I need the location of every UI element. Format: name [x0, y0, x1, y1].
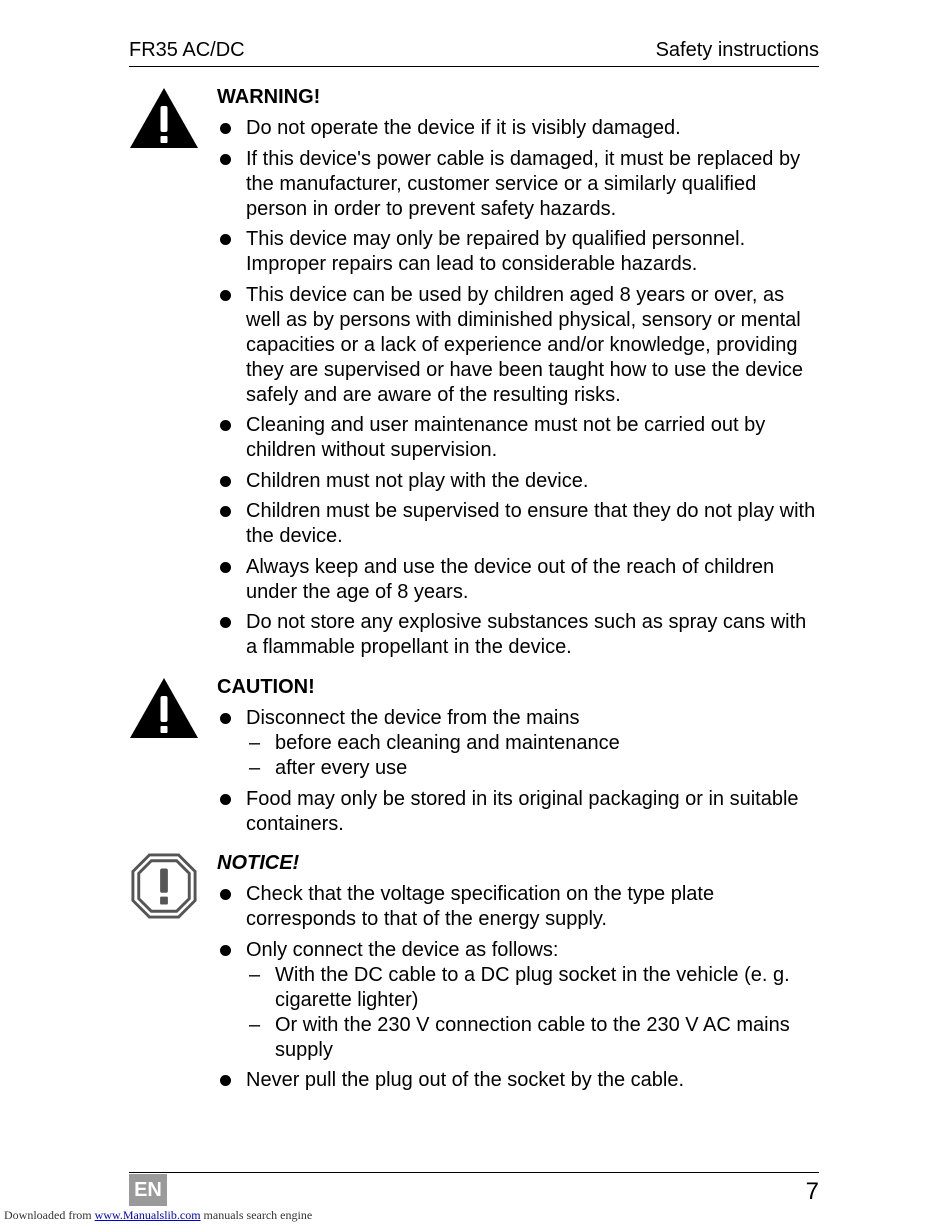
page-header [129, 38, 819, 67]
notice-octagon-icon [129, 852, 199, 920]
list-item-text: Only connect the device as follows: [246, 938, 559, 961]
download-note [4, 1208, 312, 1223]
caution-list [217, 706, 819, 837]
notice-content [217, 852, 819, 1099]
list-item [217, 147, 819, 222]
document-title: FR35 AC/DC [129, 39, 245, 61]
section-title: Safety instructions [655, 39, 819, 61]
sub-list [246, 963, 819, 1063]
footer-divider [129, 1172, 819, 1173]
sub-list [246, 731, 819, 781]
language-badge: EN [129, 1174, 167, 1206]
list-item-text: Do not operate the device if it is visibly damaged. [246, 117, 681, 139]
list-item-text: If this device's power cable is damaged, it must be replaced by the manufacturer, customer service or a similarly qualified person in order to prevent safety hazards. [246, 147, 801, 220]
manualslib-link[interactable]: www.Manualslib.com [94, 1208, 201, 1222]
sub-list-item: – after every use [246, 756, 819, 781]
list-item-text: Check that the voltage specification on the type plate corresponds to that of the energy supply. [246, 883, 715, 930]
sub-list-item: – With the DC cable to a DC plug socket in the vehicle (e. g. cigarette lighter) [246, 963, 819, 1013]
list-item-text: Never pull the plug out of the socket by the cable. [246, 1069, 685, 1091]
caution-triangle-icon [129, 676, 199, 740]
list-item [217, 882, 819, 932]
list-item-text: This device may only be repaired by qualified personnel. Improper repairs can lead to considerable hazards. [246, 228, 746, 275]
list-item-text: Always keep and use the device out of the reach of children under the age of 8 years. [246, 555, 775, 603]
list-item-text: Cleaning and user maintenance must not be carried out by children without supervision. [246, 414, 766, 461]
list-item [217, 787, 819, 837]
list-item-text: Disconnect the device from the mains [246, 707, 580, 729]
warning-triangle-icon [129, 86, 199, 150]
page-number: 7 [805, 1178, 819, 1205]
list-item [217, 413, 819, 463]
list-item [217, 283, 819, 408]
list-item [217, 610, 819, 660]
list-item [217, 706, 819, 781]
list-item-text: This device can be used by children aged 8 years or over, as well as by persons with diminished physical, sensory or mental capacities or a lack of experience and/or knowledge, providing they are supervised or have been taught how to use the device safely and are aware of the resulting risks. [246, 283, 804, 406]
sub-list-item: – before each cleaning and maintenance [246, 731, 819, 756]
list-item [217, 227, 819, 277]
warning-title: WARNING! [217, 86, 321, 108]
list-item-text: Food may only be stored in its original packaging or in suitable containers. [246, 787, 799, 835]
list-item-text: Do not store any explosive substances such as spray cans with a flammable propellant in the device. [246, 611, 807, 658]
list-item [217, 116, 819, 141]
download-suffix: manuals search engine [203, 1208, 313, 1222]
notice-list [217, 882, 819, 1093]
list-item [217, 499, 819, 549]
download-prefix: Downloaded from [4, 1208, 92, 1222]
caution-title: CAUTION! [217, 676, 315, 698]
list-item-text: Children must be supervised to ensure that they do not play with the device. [246, 500, 816, 547]
list-item-text: Children must not play with the device. [246, 469, 589, 492]
list-item [217, 938, 819, 1063]
list-item [217, 469, 819, 494]
list-item [217, 555, 819, 605]
notice-title: NOTICE! [217, 852, 300, 874]
caution-content [217, 676, 819, 842]
list-item [217, 1068, 819, 1093]
warning-list [217, 116, 819, 660]
sub-list-item: – Or with the 230 V connection cable to the 230 V AC mains supply [246, 1013, 819, 1063]
warning-content [217, 86, 819, 666]
